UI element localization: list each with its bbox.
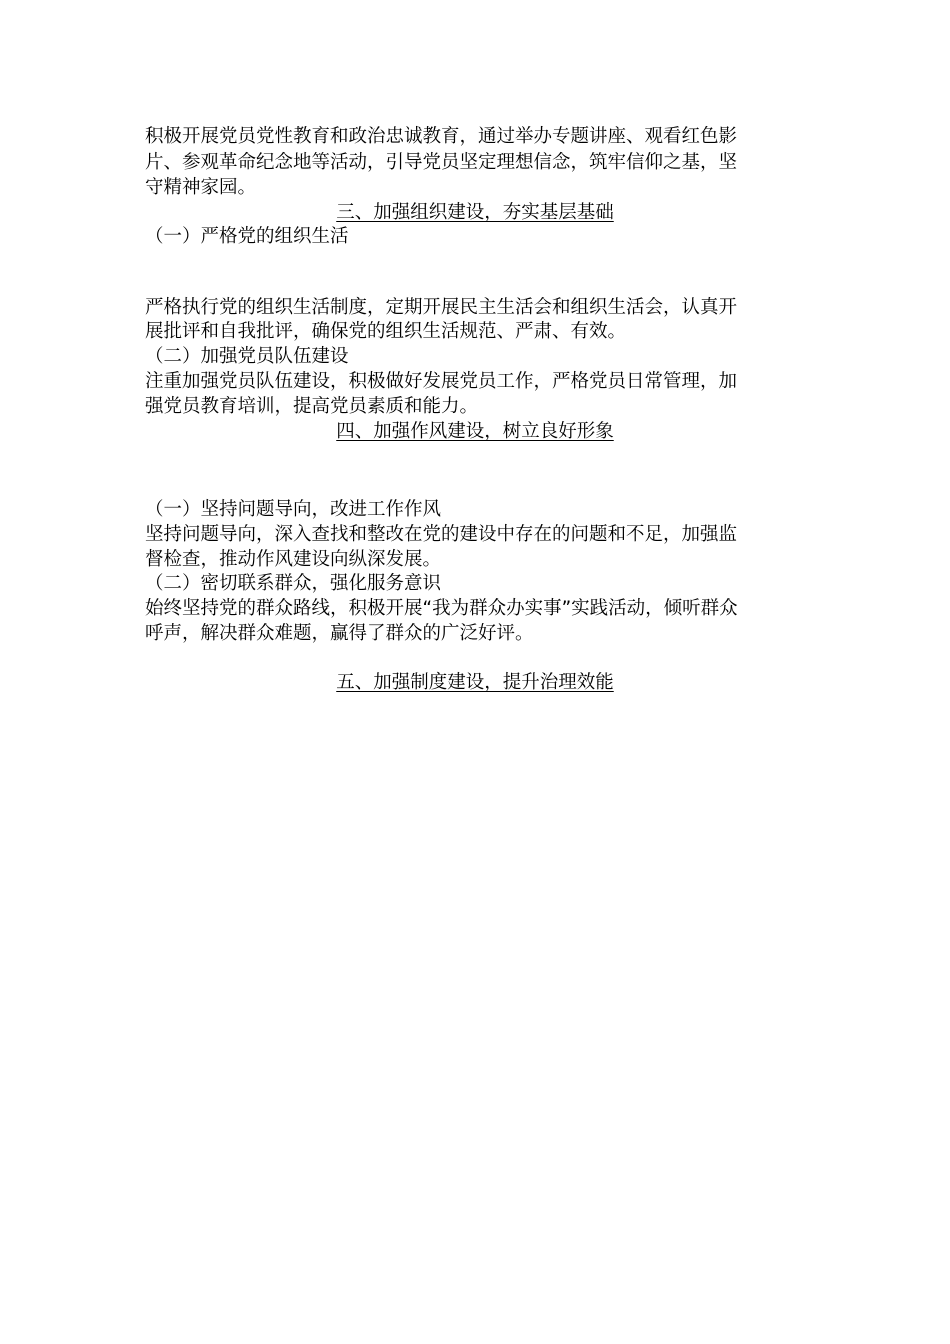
section-heading-five: 五、加强制度建设，提升治理效能 [336,672,614,693]
body-text-line: 呼声，解决群众难题，赢得了群众的广泛好评。 [145,623,534,644]
body-text-line: 守精神家园。 [145,177,257,198]
subsection-heading: （一）坚持问题导向，改进工作作风 [145,499,442,520]
body-text-line: 片、参观革命纪念地等活动，引导党员坚定理想信念，筑牢信仰之基，坚 [145,152,738,173]
body-text-line: 严格执行党的组织生活制度，定期开展民主生活会和组织生活会，认真开 [145,297,738,318]
subsection-heading: （一）严格党的组织生活 [145,226,349,247]
body-text-line: 始终坚持党的群众路线，积极开展“我为群众办实事”实践活动，倾听群众 [145,598,738,619]
section-heading-three: 三、加强组织建设，夯实基层基础 [336,202,614,223]
body-text-line: 积极开展党员党性教育和政治忠诚教育，通过举办专题讲座、观看红色影 [145,126,738,147]
section-heading-four: 四、加强作风建设，树立良好形象 [336,421,614,442]
body-text-line: 强党员教育培训，提高党员素质和能力。 [145,396,479,417]
body-text-line: 注重加强党员队伍建设，积极做好发展党员工作，严格党员日常管理，加 [145,371,738,392]
body-text-line: 展批评和自我批评，确保党的组织生活规范、严肃、有效。 [145,321,627,342]
body-text-line: 坚持问题导向，深入查找和整改在党的建设中存在的问题和不足，加强监 [145,524,738,545]
subsection-heading: （二）加强党员队伍建设 [145,346,349,367]
subsection-heading: （二）密切联系群众，强化服务意识 [145,573,442,594]
body-text-line: 督检查，推动作风建设向纵深发展。 [145,549,442,570]
